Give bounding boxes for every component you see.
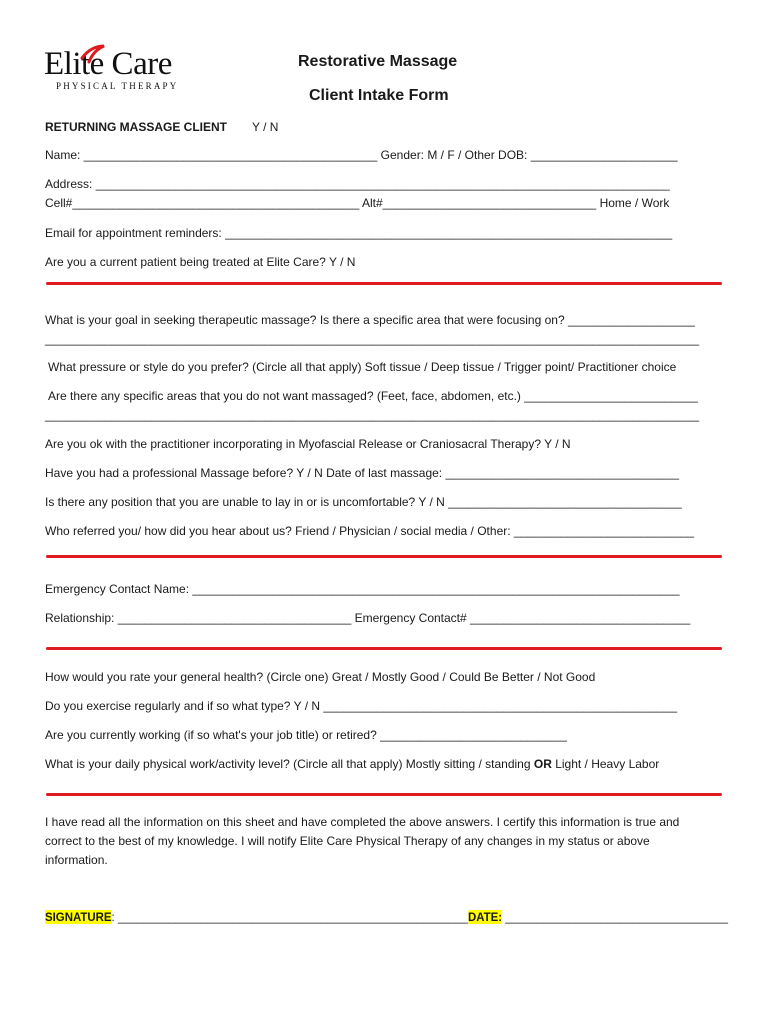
avoid-areas-answer-line[interactable]: __________________________________________________________________________________________________ [45,408,700,422]
signature-line[interactable]: : _______________________________________________________ [111,910,468,924]
form-subtitle: Client Intake Form [309,87,449,104]
certification-line-2: correct to the best of my knowledge. I will notify Elite Care Physical Therapy of any changes in my status or above [45,834,650,848]
emergency-contact-name-field[interactable]: Emergency Contact Name: _________________________________________________________________________ [45,582,680,596]
returning-client-options[interactable]: Y / N [252,120,279,134]
form-title: Restorative Massage [298,53,458,70]
activity-level-labor: Light / Heavy Labor [551,757,660,771]
section-divider [46,647,722,650]
working-question[interactable]: Are you currently working (if so what's your job title) or retired? ____________________________ [45,728,567,742]
address-field[interactable]: Address: ______________________________________________________________________________________ [45,177,670,191]
certification-line-1: I have read all the information on this sheet and have completed the above answers. I certify this information is true and [45,815,680,829]
date-label: DATE: [467,910,503,924]
logo-brand: Elite Care [44,46,172,82]
general-health-question[interactable]: How would you rate your general health? (Circle one) Great / Mostly Good / Could Be Better / Not Good [45,670,596,684]
goal-question[interactable]: What is your goal in seeking therapeutic massage? Is there a specific area that were focusing on? ___________________ [45,313,695,327]
section-divider [46,555,722,558]
avoid-areas-question[interactable]: Are there any specific areas that you do not want massaged? (Feet, face, abdomen, etc.) __________________________ [48,389,698,403]
logo-subtitle: PHYSICAL THERAPY [56,81,179,91]
pressure-question[interactable]: What pressure or style do you prefer? (Circle all that apply) Soft tissue / Deep tissue / Trigger point/ Practitioner choice [48,360,677,374]
exercise-question[interactable]: Do you exercise regularly and if so what type? Y / N _____________________________________________________ [45,699,678,713]
referral-question[interactable]: Who referred you/ how did you hear about us? Friend / Physician / social media / Other: ___________________________ [45,524,695,538]
current-patient-question[interactable]: Are you a current patient being treated at Elite Care? Y / N [45,255,356,269]
signature-label: SIGNATURE [45,910,112,924]
activity-level-question[interactable] [45,757,659,771]
section-divider [46,282,722,285]
section-divider [46,793,722,796]
certification-line-3: information. [45,853,108,867]
name-gender-dob-field[interactable]: Name: ____________________________________________ Gender: M / F / Other DOB: ______________________ [45,148,678,162]
date-line[interactable]: ___________________________________ [502,910,728,924]
logo-swoosh-icon [80,44,106,66]
email-field[interactable]: Email for appointment reminders: ___________________________________________________________________ [45,226,673,240]
position-question[interactable]: Is there any position that you are unable to lay in or is uncomfortable? Y / N ___________________________________ [45,495,682,509]
emergency-relationship-field[interactable]: Relationship: ___________________________________ Emergency Contact# _________________________________ [45,611,691,625]
signature-row[interactable] [45,910,728,924]
cell-alt-field[interactable]: Cell#___________________________________________ Alt#________________________________ Home / Work [45,196,670,210]
myofascial-question[interactable]: Are you ok with the practitioner incorporating in Myofascial Release or Craniosacral Therapy? Y / N [45,437,571,451]
goal-answer-line[interactable]: __________________________________________________________________________________________________ [45,332,700,346]
returning-client-label: RETURNING MASSAGE CLIENT [45,120,228,134]
prior-massage-question[interactable]: Have you had a professional Massage before? Y / N Date of last massage: ___________________________________ [45,466,680,480]
activity-level-or: OR [533,757,552,771]
activity-level-text: What is your daily physical work/activity level? (Circle all that apply) Mostly sitting / standing [45,757,534,771]
